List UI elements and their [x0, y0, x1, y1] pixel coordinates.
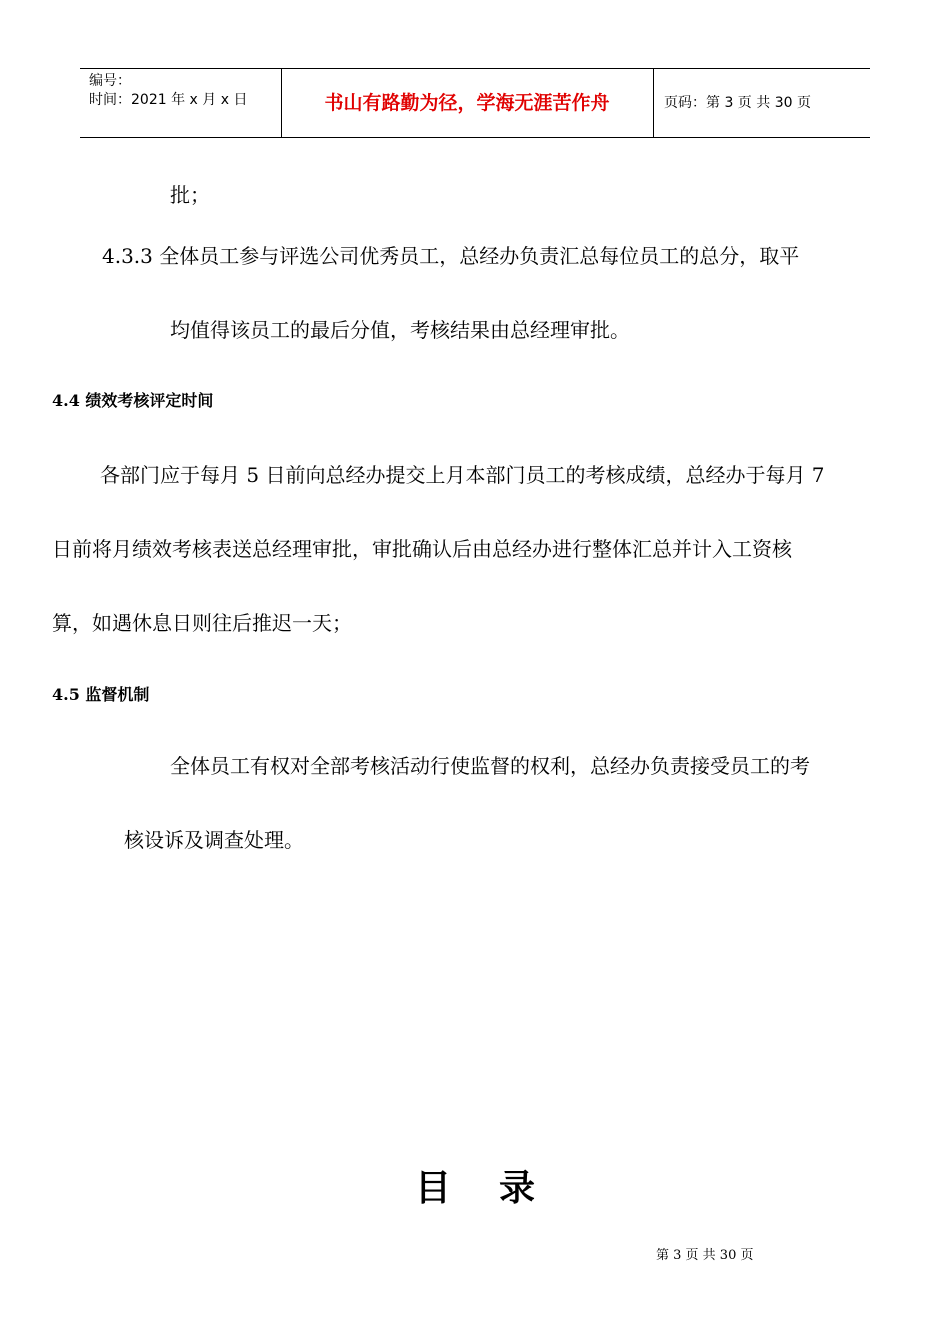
header-page-number: 页码：第 3 页 共 30 页 [664, 95, 811, 111]
section-heading-4-4: 4.4 绩效考核评定时间 [52, 391, 214, 410]
header-motto: 书山有路勤为径，学海无涯苦作舟 [324, 92, 610, 114]
toc-title: 目录 [414, 1167, 583, 1209]
header-number: 编号： [89, 73, 131, 89]
body-line: 核设诉及调查处理。 [124, 828, 304, 852]
section-heading-4-5: 4.5 监督机制 [52, 685, 150, 704]
body-line: 日前将月绩效考核表送总经理审批，审批确认后由总经办进行整体汇总并计入工资核 [52, 537, 792, 561]
page-header [80, 68, 870, 138]
page-footer: 第 3 页 共 30 页 [656, 1248, 754, 1263]
header-divider [653, 69, 654, 137]
body-line: 4.3.3 全体员工参与评选公司优秀员工，总经办负责汇总每位员工的总分，取平 [102, 244, 800, 268]
body-line: 批； [170, 183, 210, 207]
body-line: 全体员工有权对全部考核活动行使监督的权利，总经办负责接受员工的考 [170, 754, 810, 778]
body-line: 算，如遇休息日则往后推迟一天； [52, 611, 352, 635]
header-time: 时间：2021 年 x 月 x 日 [89, 92, 248, 108]
body-line: 均值得该员工的最后分值，考核结果由总经理审批。 [170, 318, 630, 342]
body-line: 各部门应于每月 5 日前向总经办提交上月本部门员工的考核成绩，总经办于每月 7 [100, 463, 825, 487]
